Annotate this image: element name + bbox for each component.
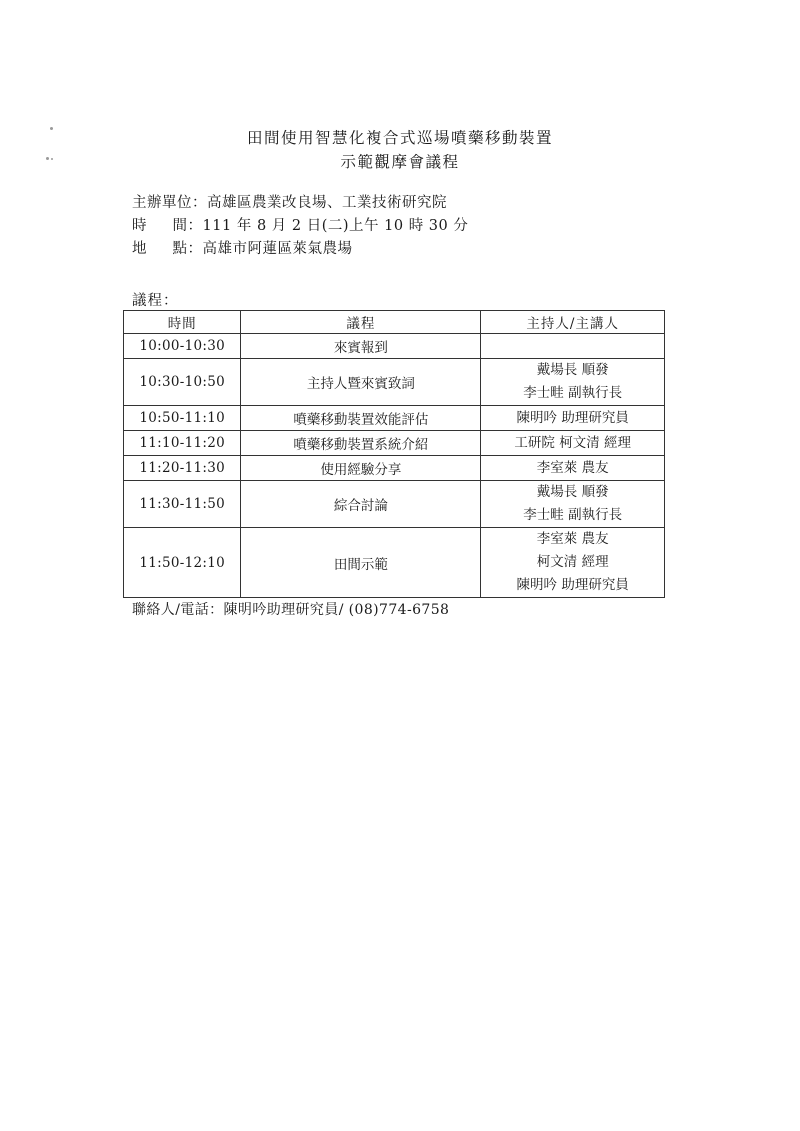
row-item: 來賓報到 bbox=[241, 334, 481, 359]
header-host: 主持人/主講人 bbox=[481, 311, 665, 334]
agenda-row bbox=[124, 528, 665, 598]
agenda-table bbox=[123, 310, 665, 598]
document-title bbox=[0, 126, 800, 174]
agenda-row bbox=[124, 456, 665, 481]
row-host bbox=[481, 481, 665, 528]
time-row bbox=[132, 215, 468, 238]
row-host bbox=[481, 431, 665, 456]
row-time: 10:50-11:10 bbox=[124, 406, 241, 431]
agenda-row bbox=[124, 359, 665, 406]
agenda-row bbox=[124, 334, 665, 359]
host-name: 李士畦 副執行長 bbox=[523, 385, 623, 401]
host-name: 李室萊 農友 bbox=[536, 459, 609, 476]
host-name: 陳明吟 助理研究員 bbox=[516, 577, 629, 593]
agenda-header-row bbox=[124, 311, 665, 334]
row-time: 11:20-11:30 bbox=[124, 456, 241, 481]
row-time: 10:00-10:30 bbox=[124, 334, 241, 359]
header-agenda: 議程 bbox=[241, 311, 481, 334]
header-time: 時間 bbox=[124, 311, 241, 334]
row-item: 噴藥移動裝置效能評估 bbox=[241, 406, 481, 431]
host-name: 柯文清 經理 bbox=[536, 554, 609, 570]
host-name: 工研院 柯文清 經理 bbox=[514, 434, 631, 451]
organizer-row bbox=[132, 192, 468, 215]
row-item: 使用經驗分享 bbox=[241, 456, 481, 481]
row-host bbox=[481, 359, 665, 406]
agenda-row bbox=[124, 406, 665, 431]
organizer-value: 高雄區農業改良場、工業技術研究院 bbox=[207, 195, 447, 211]
host-name: 陳明吟 助理研究員 bbox=[516, 409, 629, 426]
title-line-1: 田間使用智慧化複合式巡場噴藥移動裝置 bbox=[246, 129, 553, 147]
host-name: 戴場長 順發 bbox=[536, 484, 609, 500]
place-value: 高雄市阿蓮區萊氣農場 bbox=[202, 241, 353, 257]
host-name: 李士畦 副執行長 bbox=[523, 507, 623, 523]
contact-info: 聯絡人/電話：陳明吟助理研究員/ (08)774-6758 bbox=[132, 602, 450, 618]
time-value: 111 年 8 月 2 日(二)上午 10 時 30 分 bbox=[202, 218, 469, 234]
host-name: 李室萊 農友 bbox=[536, 531, 609, 547]
agenda-label: 議程： bbox=[132, 293, 179, 309]
row-item: 主持人暨來賓致詞 bbox=[241, 359, 481, 406]
row-time: 11:10-11:20 bbox=[124, 431, 241, 456]
agenda-row bbox=[124, 431, 665, 456]
organizer-label: 主辦單位： bbox=[132, 195, 207, 211]
host-name: 戴場長 順發 bbox=[536, 362, 609, 378]
row-item: 田間示範 bbox=[241, 528, 481, 598]
row-time: 10:30-10:50 bbox=[124, 359, 241, 406]
title-line-2: 示範觀摩會議程 bbox=[340, 153, 460, 171]
row-time: 11:30-11:50 bbox=[124, 481, 241, 528]
row-host bbox=[481, 456, 665, 481]
agenda-row bbox=[124, 481, 665, 528]
row-host bbox=[481, 528, 665, 598]
event-info bbox=[132, 192, 468, 261]
place-label: 地 點： bbox=[132, 241, 203, 257]
place-row bbox=[132, 238, 468, 261]
row-host bbox=[481, 406, 665, 431]
row-item: 噴藥移動裝置系統介紹 bbox=[241, 431, 481, 456]
row-time: 11:50-12:10 bbox=[124, 528, 241, 598]
row-host bbox=[481, 334, 665, 359]
row-item: 綜合討論 bbox=[241, 481, 481, 528]
time-label: 時 間： bbox=[132, 218, 203, 234]
